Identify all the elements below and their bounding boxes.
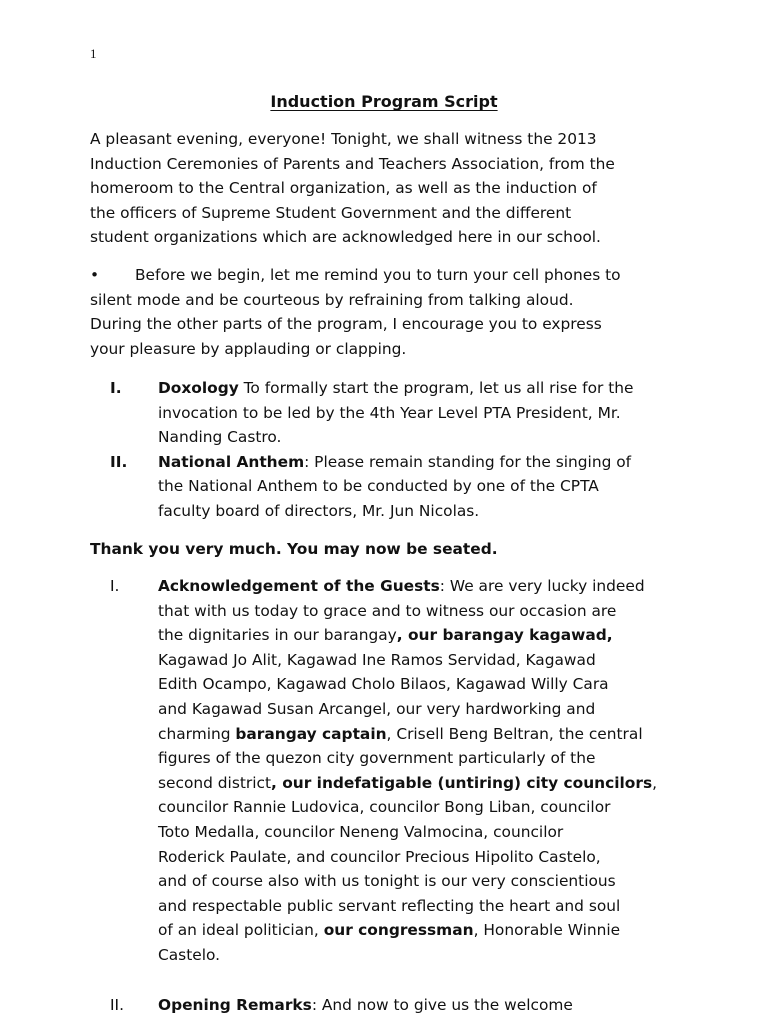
program-list-1 bbox=[90, 376, 690, 524]
reminder-paragraph bbox=[90, 263, 690, 361]
program-list-2 bbox=[90, 574, 690, 1017]
intro-paragraph bbox=[90, 127, 690, 250]
list-item bbox=[90, 993, 690, 1018]
text-line: , Honorable Winnie bbox=[473, 921, 621, 940]
text-line: charming bbox=[158, 724, 236, 743]
page-number: 1 bbox=[90, 46, 97, 61]
bold-text: , our barangay kagawad, bbox=[396, 626, 613, 645]
item-heading: National Anthem bbox=[158, 452, 305, 471]
item-heading: Doxology bbox=[158, 379, 239, 397]
text-line: of an ideal politician, bbox=[158, 921, 324, 940]
text-line: Edith Ocampo, Kagawad Cholo Bilaos, Kagawad Willy Cara bbox=[158, 675, 609, 694]
text-line: : Please remain standing for the singing of bbox=[304, 452, 632, 471]
bold-text: our congressman bbox=[323, 921, 474, 940]
item-number: I. bbox=[110, 577, 120, 595]
text-line: your pleasure by applauding or clapping. bbox=[90, 339, 407, 358]
text-line: and respectable public servant reflecting the heart and soul bbox=[158, 896, 621, 915]
list-item bbox=[90, 574, 690, 968]
text-line: : And now to give us the welcome bbox=[311, 995, 573, 1014]
text-line: , Crisell Beng Beltran, the central bbox=[386, 724, 643, 743]
text-line: : We are very lucky indeed bbox=[439, 577, 645, 595]
item-number: I. bbox=[110, 379, 122, 397]
text-line: Before we begin, let me remind you to turn your cell phones to bbox=[135, 266, 621, 284]
item-heading: Acknowledgement of the Guests bbox=[158, 577, 440, 595]
text-line: second district bbox=[158, 773, 271, 792]
text-line: During the other parts of the program, I encourage you to express bbox=[90, 315, 602, 334]
text-line: the National Anthem to be conducted by one of the CPTA bbox=[158, 477, 599, 496]
document-title: Induction Program Script bbox=[270, 92, 498, 111]
bold-text: , our indefatigable (untiring) city councilors bbox=[270, 773, 653, 792]
item-heading: Opening Remarks bbox=[158, 995, 312, 1014]
text-line: , bbox=[652, 773, 658, 792]
text-line: the officers of Supreme Student Government and the different bbox=[90, 203, 572, 222]
text-line: and of course also with us tonight is our very conscientious bbox=[158, 872, 616, 891]
text-line: student organizations which are acknowledged here in our school. bbox=[90, 228, 601, 247]
text-line: Nanding Castro. bbox=[158, 428, 282, 447]
text-line: invocation to be led by the 4th Year Level PTA President, Mr. bbox=[158, 403, 621, 422]
text-line: To formally start the program, let us all rise for the bbox=[238, 379, 634, 397]
text-line: the dignitaries in our barangay bbox=[158, 626, 397, 645]
bullet-icon: • bbox=[90, 266, 100, 284]
text-line: homeroom to the Central organization, as well as the induction of bbox=[90, 179, 597, 198]
text-line: A pleasant evening, everyone! Tonight, we shall witness the 2013 bbox=[90, 130, 597, 148]
text-line: Roderick Paulate, and councilor Precious Hipolito Castelo, bbox=[158, 847, 601, 866]
item-number: II. bbox=[110, 452, 128, 471]
bold-text: barangay captain bbox=[235, 724, 387, 743]
text-line: Induction Ceremonies of Parents and Teachers Association, from the bbox=[90, 154, 615, 173]
text-line: silent mode and be courteous by refraining from talking aloud. bbox=[90, 290, 574, 309]
text-line: figures of the quezon city government particularly of the bbox=[158, 749, 596, 768]
list-item bbox=[90, 376, 690, 450]
text-line: Castelo. bbox=[158, 945, 221, 964]
text-line: Toto Medalla, councilor Neneng Valmocina, councilor bbox=[158, 822, 564, 841]
text-line: faculty board of directors, Mr. Jun Nicolas. bbox=[158, 501, 480, 520]
text-line: and Kagawad Susan Arcangel, our very hardworking and bbox=[158, 699, 596, 718]
text-line: Kagawad Jo Alit, Kagawad Ine Ramos Servidad, Kagawad bbox=[158, 650, 596, 669]
list-item bbox=[90, 450, 690, 524]
text-line: councilor Rannie Ludovica, councilor Bong Liban, councilor bbox=[158, 798, 611, 817]
item-number: II. bbox=[110, 995, 124, 1014]
text-line: that with us today to grace and to witness our occasion are bbox=[158, 601, 617, 620]
thanks-line: Thank you very much. You may now be seated. bbox=[90, 540, 498, 558]
